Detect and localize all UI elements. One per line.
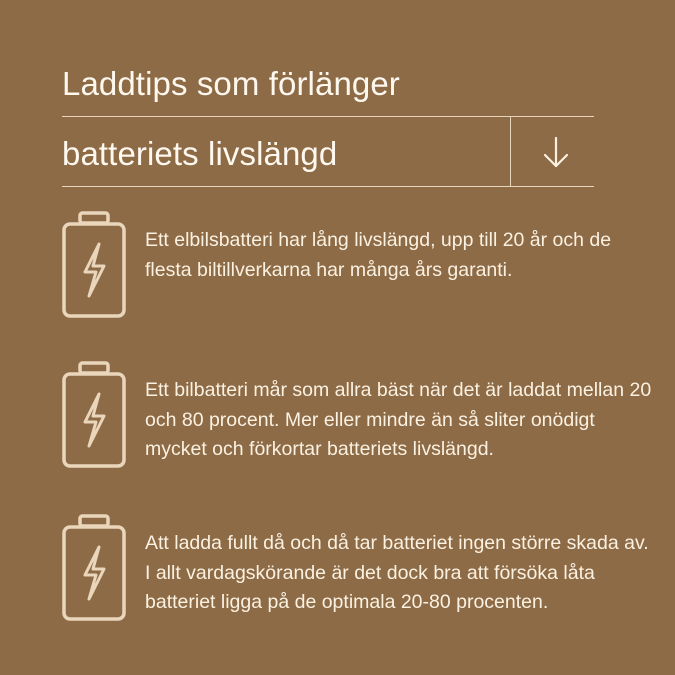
page-title-line-2: batteriets livslängd	[62, 135, 338, 172]
tip-text: Ett bilbatteri mår som allra bäst när det är laddat mellan 20 och 80 procent. Mer eller mindre än så sliter onödigt mycket och förkortar batteriets livslängd.	[145, 379, 652, 460]
battery-charging-icon	[58, 360, 130, 470]
battery-charging-icon	[58, 513, 130, 623]
page-title-line-1: Laddtips som förlänger	[62, 65, 400, 102]
arrow-down-icon[interactable]	[536, 133, 576, 173]
header-rule-top	[62, 116, 594, 117]
header-rule-bottom	[62, 186, 594, 187]
tip-text: Ett elbilsbatteri har lång livslängd, upp till 20 år och de flesta biltillverkarna har många års garanti.	[145, 229, 612, 281]
header-vertical-divider	[510, 117, 511, 186]
battery-charging-icon	[58, 210, 130, 320]
tip-text: Att ladda fullt då och då tar batteriet ingen större skada av. I allt vardagskörande är det dock bra att försöka låta batteriet ligga på de optimala 20-80 procenten.	[145, 532, 649, 613]
